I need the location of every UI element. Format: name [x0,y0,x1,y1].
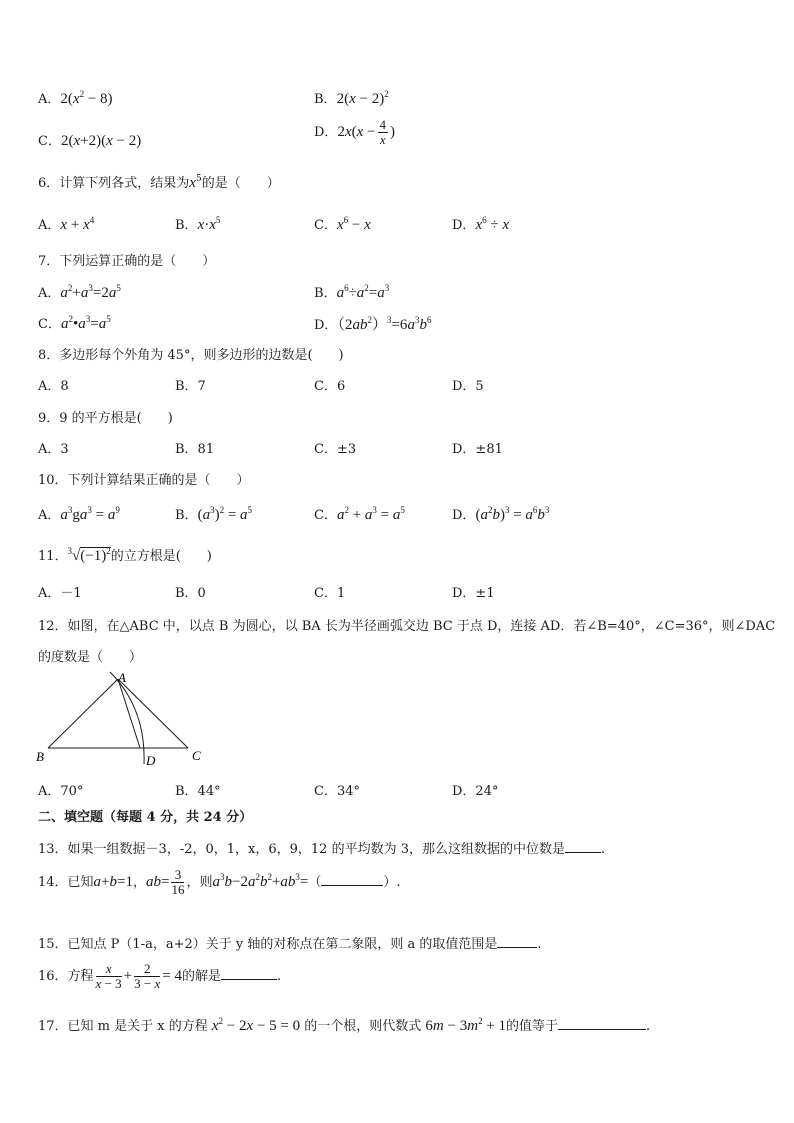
q11-option-d: D．±1 [452,586,495,601]
q10-option-c: C．$a^2 + a^3 = a^5$ [314,505,405,523]
q9-option-d: D．±81 [452,442,503,457]
q11-option-a: A．－1 [38,586,82,601]
q16-answer-blank[interactable] [221,966,277,980]
arc-centered-b [110,672,144,764]
q8-option-a: A．8 [38,379,69,394]
q10-option-b: B．$(a^3)^2 = a^5$ [175,505,253,523]
q14-stem: 14．已知a+b=1，ab= $\frac{3}{16}$ ，则$a^3b-2a^2b^2+ab^3=$（ ）. [38,867,401,897]
q5-option-c: C．2(x+2)(x − 2) [38,133,142,149]
q11-option-c: C．1 [314,586,346,601]
q14-answer-blank[interactable] [321,872,383,886]
vertex-label-d: D [146,753,156,768]
vertex-label-c: C [192,748,201,763]
q7-stem: 7．下列运算正确的是（ ） [38,254,216,269]
q12-option-b: B．44° [175,784,221,799]
q7-option-c: C．$a^2•a^3=a^5$ [38,314,111,332]
vertex-label-a: A [118,670,126,685]
q11-option-b: B．0 [175,586,206,601]
q9-option-a: A．3 [38,442,69,457]
q12-option-d: D．24° [452,784,499,799]
q8-option-c: C．6 [314,379,346,394]
q13-stem: 13．如果一组数据－3，-2，0，1，x，6，9，12 的平均数为 3，那么这组数据的中位数是 . [38,838,605,857]
q8-stem: 8．多边形每个外角为 45°，则多边形的边数是( ) [38,348,344,363]
q7-option-a: A．$a^2+a^3=2a^5$ [38,283,121,301]
q12-option-a: A．70° [38,784,84,799]
q6-stem: 6．计算下列各式，结果为$x^5$的是（ ） [38,174,280,191]
q13-answer-blank[interactable] [565,839,601,853]
q5-option-a: A．$2(x^2 - 8)$ [38,89,113,107]
q8-option-d: D．5 [452,379,484,394]
q10-option-a: A．$a^3ga^3 = a^9$ [38,505,120,523]
q7-option-b: B．$a^6\div a^2=a^3$ [314,283,390,301]
q6-option-d: D．$x^6 \div x$ [452,215,510,233]
q12-stem-line2: 的度数是（ ） [38,650,143,665]
q9-stem: 9．9 的平方根是( ) [38,411,173,426]
q15-answer-blank[interactable] [497,934,537,948]
q11-stem: 11．$^3√(-1)^2$的立方根是( ) [38,546,212,564]
q12-option-c: C．34° [314,784,360,799]
q15-stem: 15．已知点 P（1-a，a+2）关于 y 轴的对称点在第二象限，则 a 的取值范围是 . [38,933,542,952]
q9-option-c: C．±3 [314,442,357,457]
q16-stem: 16．方程 $\frac{x}{x - 3}$ + $\frac{2}{3 - x}$ = 4的解是 . [38,961,282,991]
q6-option-a: A．$x + x^4$ [38,215,95,233]
q10-option-d: D．$(a^2b)^3 = a^6b^3$ [452,505,550,523]
q12-triangle-figure [30,668,220,772]
q17-answer-blank[interactable] [558,1016,646,1030]
q8-option-b: B．7 [175,379,206,394]
q6-option-b: B．$x\cdot x^5$ [175,215,221,233]
q6-option-c: C．$x^6 - x$ [314,215,371,233]
segment-ba [48,679,118,748]
q9-option-b: B．81 [175,442,215,457]
vertex-label-b: B [36,749,44,764]
q10-stem: 10．下列计算结果正确的是（ ） [38,473,250,488]
section-title-fill-in: 二、填空题（每题 4 分，共 24 分） [38,810,253,825]
q5-option-d: D．2x(x − $\frac{4}{x}$ ) [314,117,395,147]
q5-option-b: B．$2(x - 2)^2$ [314,89,389,107]
q17-stem: 17．已知 m 是关于 x 的方程 $x^2 - 2x - 5 = 0$ 的一个根，则代数式 $6m - 3m^2 + 1$的值等于 . [38,1016,651,1034]
q12-stem-line1: 12．如图，在△ABC 中，以点 B 为圆心，以 BA 长为半径画弧交边 BC 于点 D，连接 AD．若∠B=40°，∠C=36°，则∠DAC [38,619,776,634]
q7-option-d: D．$(2ab^2)^3=6a^3b^6$ [314,315,432,333]
